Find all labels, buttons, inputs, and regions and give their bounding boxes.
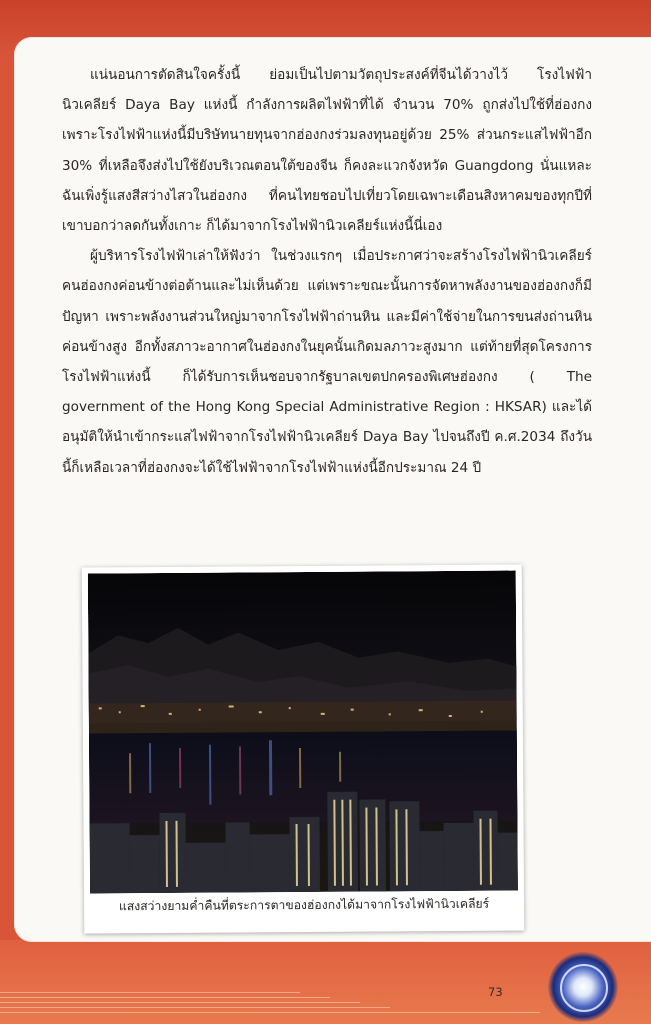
circuit-line: [0, 1012, 540, 1013]
paragraph-2: ผู้บริหารโรงไฟฟ้าเล่าให้ฟังว่า ในช่วงแรกๆ เมื่อประกาศว่าจะสร้างโรงไฟฟ้านิวเคลียร์ คนฮ่องกงค่อนข้างต่อต้านและไม่เห็นด้วย แต่เพราะขณะนั้นการจัดหาพลังงานของฮ่องกงก็มีปัญหา เพราะพลังงานส่วนใหญ่มาจากโรงไฟฟ้าถ่านหิน และมีค่าใช้จ่ายในการขนส่งถ่านหินค่อนข้างสูง อีกทั้งสภาวะอากาศในฮ่องกงในยุคนั้นเกิดมลภาวะสูงมาก แต่ท้ายที่สุดโครงการโรงไฟฟ้าแห่งนี้ ก็ได้รับการเห็นชอบจากรัฐบาลเขตปกครองพิเศษฮ่องกง ( The government of the Hong Kong Special Administrative Region : HKSAR) และได้อนุมัติให้นำเข้ากระแสไฟฟ้าจากโรงไฟฟ้านิวเคลียร์ Daya Bay ไปจนถึงปี ค.ศ.2034 ถึงวันนี้ก็เหลือเวลาที่ฮ่องกงจะได้ใช้ไฟฟ้าจากโรงไฟฟ้าแห่งนี้อีกประมาณ 24 ปี: [62, 248, 592, 476]
circuit-line: [0, 1002, 360, 1003]
hong-kong-night-skyline-photo: [88, 571, 518, 894]
photo-frame: [82, 564, 525, 933]
skyline-illustration: [88, 571, 518, 894]
circuit-line: [0, 992, 300, 993]
circuit-line: [0, 1007, 390, 1008]
photo-caption: แสงสว่างยามค่ำคืนที่ตระการตาของฮ่องกงได้มาจากโรงไฟฟ้านิวเคลียร์: [118, 896, 490, 914]
article-body: [62, 60, 592, 483]
circuit-line: [0, 997, 330, 998]
page-number: 73: [488, 985, 503, 999]
globe-emblem-icon: [548, 952, 618, 1022]
paragraph-1: แน่นอนการตัดสินใจครั้งนี้ ย่อมเป็นไปตามวัตถุประสงค์ที่จีนได้วางไว้ โรงไฟฟ้านิวเคลียร์ Daya Bay แห่งนี้ กำลังการผลิตไฟฟ้าที่ได้ จำนวน 70% ถูกส่งไปใช้ที่ฮ่องกง เพราะโรงไฟฟ้าแห่งนี้มีบริษัทนายทุนจากฮ่องกงร่วมลงทุนอยู่ด้วย 25% ส่วนกระแสไฟฟ้าอีก 30% ที่เหลือจึงส่งไปใช้ยังบริเวณตอนใต้ของจีน ก็คงละแวกจังหวัด Guangdong นั่นแหละ ฉันเพิ่งรู้แสงสีสว่างไสวในฮ่องกง ที่คนไทยชอบไปเที่ยวโดยเฉพาะเดือนสิงหาคมของทุกปีที่เขาบอกว่าลดกันทั้งเกาะ ก็ได้มาจากโรงไฟฟ้านิวเคลียร์แห่งนี้นี่เอง: [62, 67, 592, 235]
emblem-ring: [560, 964, 608, 1012]
